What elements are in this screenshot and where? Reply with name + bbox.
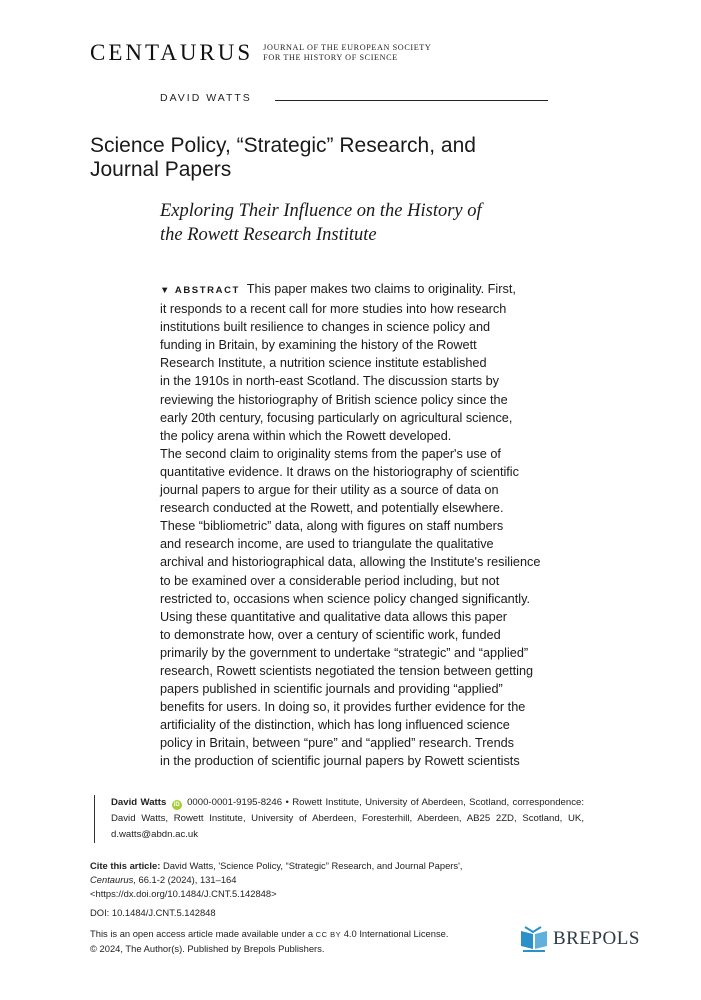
abstract-line: Research Institute, a nutrition science institute established — [160, 356, 487, 371]
abstract-line: funding in Britain, by examining the history of the Rowett — [160, 338, 477, 353]
abstract — [160, 280, 552, 771]
article-title — [90, 134, 560, 182]
abstract-line: and research income, are used to triangulate the qualitative — [160, 537, 494, 552]
author-name: David Watts — [111, 797, 167, 808]
abstract-line: in the 1910s in north-east Scotland. The discussion starts by — [160, 374, 499, 389]
title-line: Journal Papers — [90, 158, 232, 181]
citation-details: , 66.1-2 (2024), 131–164 — [133, 874, 237, 885]
abstract-line: restricted to, occasions when science policy changed significantly. — [160, 591, 531, 606]
subtitle-line: the Rowett Research Institute — [160, 225, 377, 245]
abstract-line: the policy arena within which the Rowett developed. — [160, 428, 452, 443]
abstract-line: primarily by the government to undertake “strategic” and “applied” — [160, 645, 529, 660]
license — [90, 927, 510, 956]
abstract-line: research conducted at the Rowett, and potentially elsewhere. — [160, 501, 504, 516]
abstract-line: artificiality of the distinction, which has long influenced science — [160, 718, 510, 733]
abstract-line: institutions built resilience to changes in science policy and — [160, 320, 491, 335]
abstract-line: it responds to a recent call for more studies into how research — [160, 302, 507, 317]
citation-url[interactable]: <https://dx.doi.org/10.1484/J.CNT.5.142848> — [90, 888, 277, 899]
journal-name: CENTAURUS — [90, 40, 254, 65]
abstract-line: to demonstrate how, over a century of scientific work, funded — [160, 627, 501, 642]
citation-label: Cite this article: — [90, 860, 161, 871]
author-header: DAVID WATTS — [160, 92, 252, 104]
abstract-line: to be examined over a considerable period including, but not — [160, 573, 500, 588]
orcid-id[interactable]: 0000-0001-9195-8246 — [187, 797, 283, 808]
abstract-line: This paper makes two claims to originality. First, — [246, 282, 516, 296]
abstract-line: quantitative evidence. It draws on the historiography of scientific — [160, 464, 519, 479]
abstract-label: ▼ ABSTRACT — [160, 285, 240, 296]
abstract-lines — [160, 300, 552, 770]
abstract-line: early 20th century, focusing particularly on agricultural science, — [160, 410, 513, 425]
brepols-book-icon — [519, 925, 549, 953]
license-text: This is an open access article made available under a — [90, 928, 314, 939]
copyright: © 2024, The Author(s). Published by Brepols Publishers. — [90, 943, 325, 954]
abstract-line: The second claim to originality stems from the paper's use of — [160, 446, 501, 461]
journal-subtitle-line1: JOURNAL OF THE EUROPEAN SOCIETY — [263, 43, 432, 52]
doi[interactable]: DOI: 10.1484/J.CNT.5.142848 — [90, 907, 216, 918]
orcid-icon[interactable]: iD — [173, 802, 180, 808]
citation-text: David Watts, 'Science Policy, “Strategic” Research, and Journal Papers', — [162, 860, 463, 871]
author-rule — [275, 100, 548, 101]
abstract-line: Using these quantitative and qualitative data allows this paper — [160, 609, 508, 624]
title-line: Science Policy, “Strategic” Research, and — [90, 134, 476, 157]
abstract-line: journal papers to argue for their utility as a source of data on — [160, 483, 499, 498]
brepols-logo — [519, 925, 640, 953]
citation-journal: Centaurus — [90, 874, 134, 885]
article-subtitle — [160, 199, 560, 247]
journal-subtitle-line2: FOR THE HISTORY OF SCIENCE — [263, 53, 398, 62]
abstract-line: benefits for users. In doing so, it provides further evidence for the — [160, 700, 526, 715]
journal-subtitle — [263, 43, 431, 63]
license-text-after: 4.0 International License. — [343, 928, 449, 939]
abstract-first-line — [160, 280, 552, 300]
abstract-line: archival and historiographical data, allowing the Institute's resilience — [160, 555, 541, 570]
abstract-line: papers published in scientific journals and providing “applied” — [160, 682, 503, 697]
license-cc: CC BY — [315, 930, 342, 939]
abstract-line: reviewing the historiography of British science policy since the — [160, 392, 508, 407]
abstract-line: research, Rowett scientists negotiated the tension between getting — [160, 663, 534, 678]
abstract-line: These “bibliometric” data, along with figures on staff numbers — [160, 519, 504, 534]
subtitle-line: Exploring Their Influence on the History of — [160, 201, 482, 221]
journal-masthead — [90, 40, 431, 66]
author-affiliation: • Rowett Institute, University of Aberdeen, Scotland, correspondence: David Watts, Rowett Institute, University of Aberdeen, Foresterhill, Aberdeen, AB25 2ZD, Scotland, UK, d.watts@abdn.ac.uk — [111, 797, 585, 840]
publisher-name: BREPOLS — [553, 928, 640, 949]
abstract-line: in the production of scientific journal papers by Rowett scientists — [160, 754, 520, 769]
author-info — [94, 795, 584, 843]
citation — [90, 859, 520, 901]
abstract-line: policy in Britain, between “pure” and “applied” research. Trends — [160, 736, 515, 751]
